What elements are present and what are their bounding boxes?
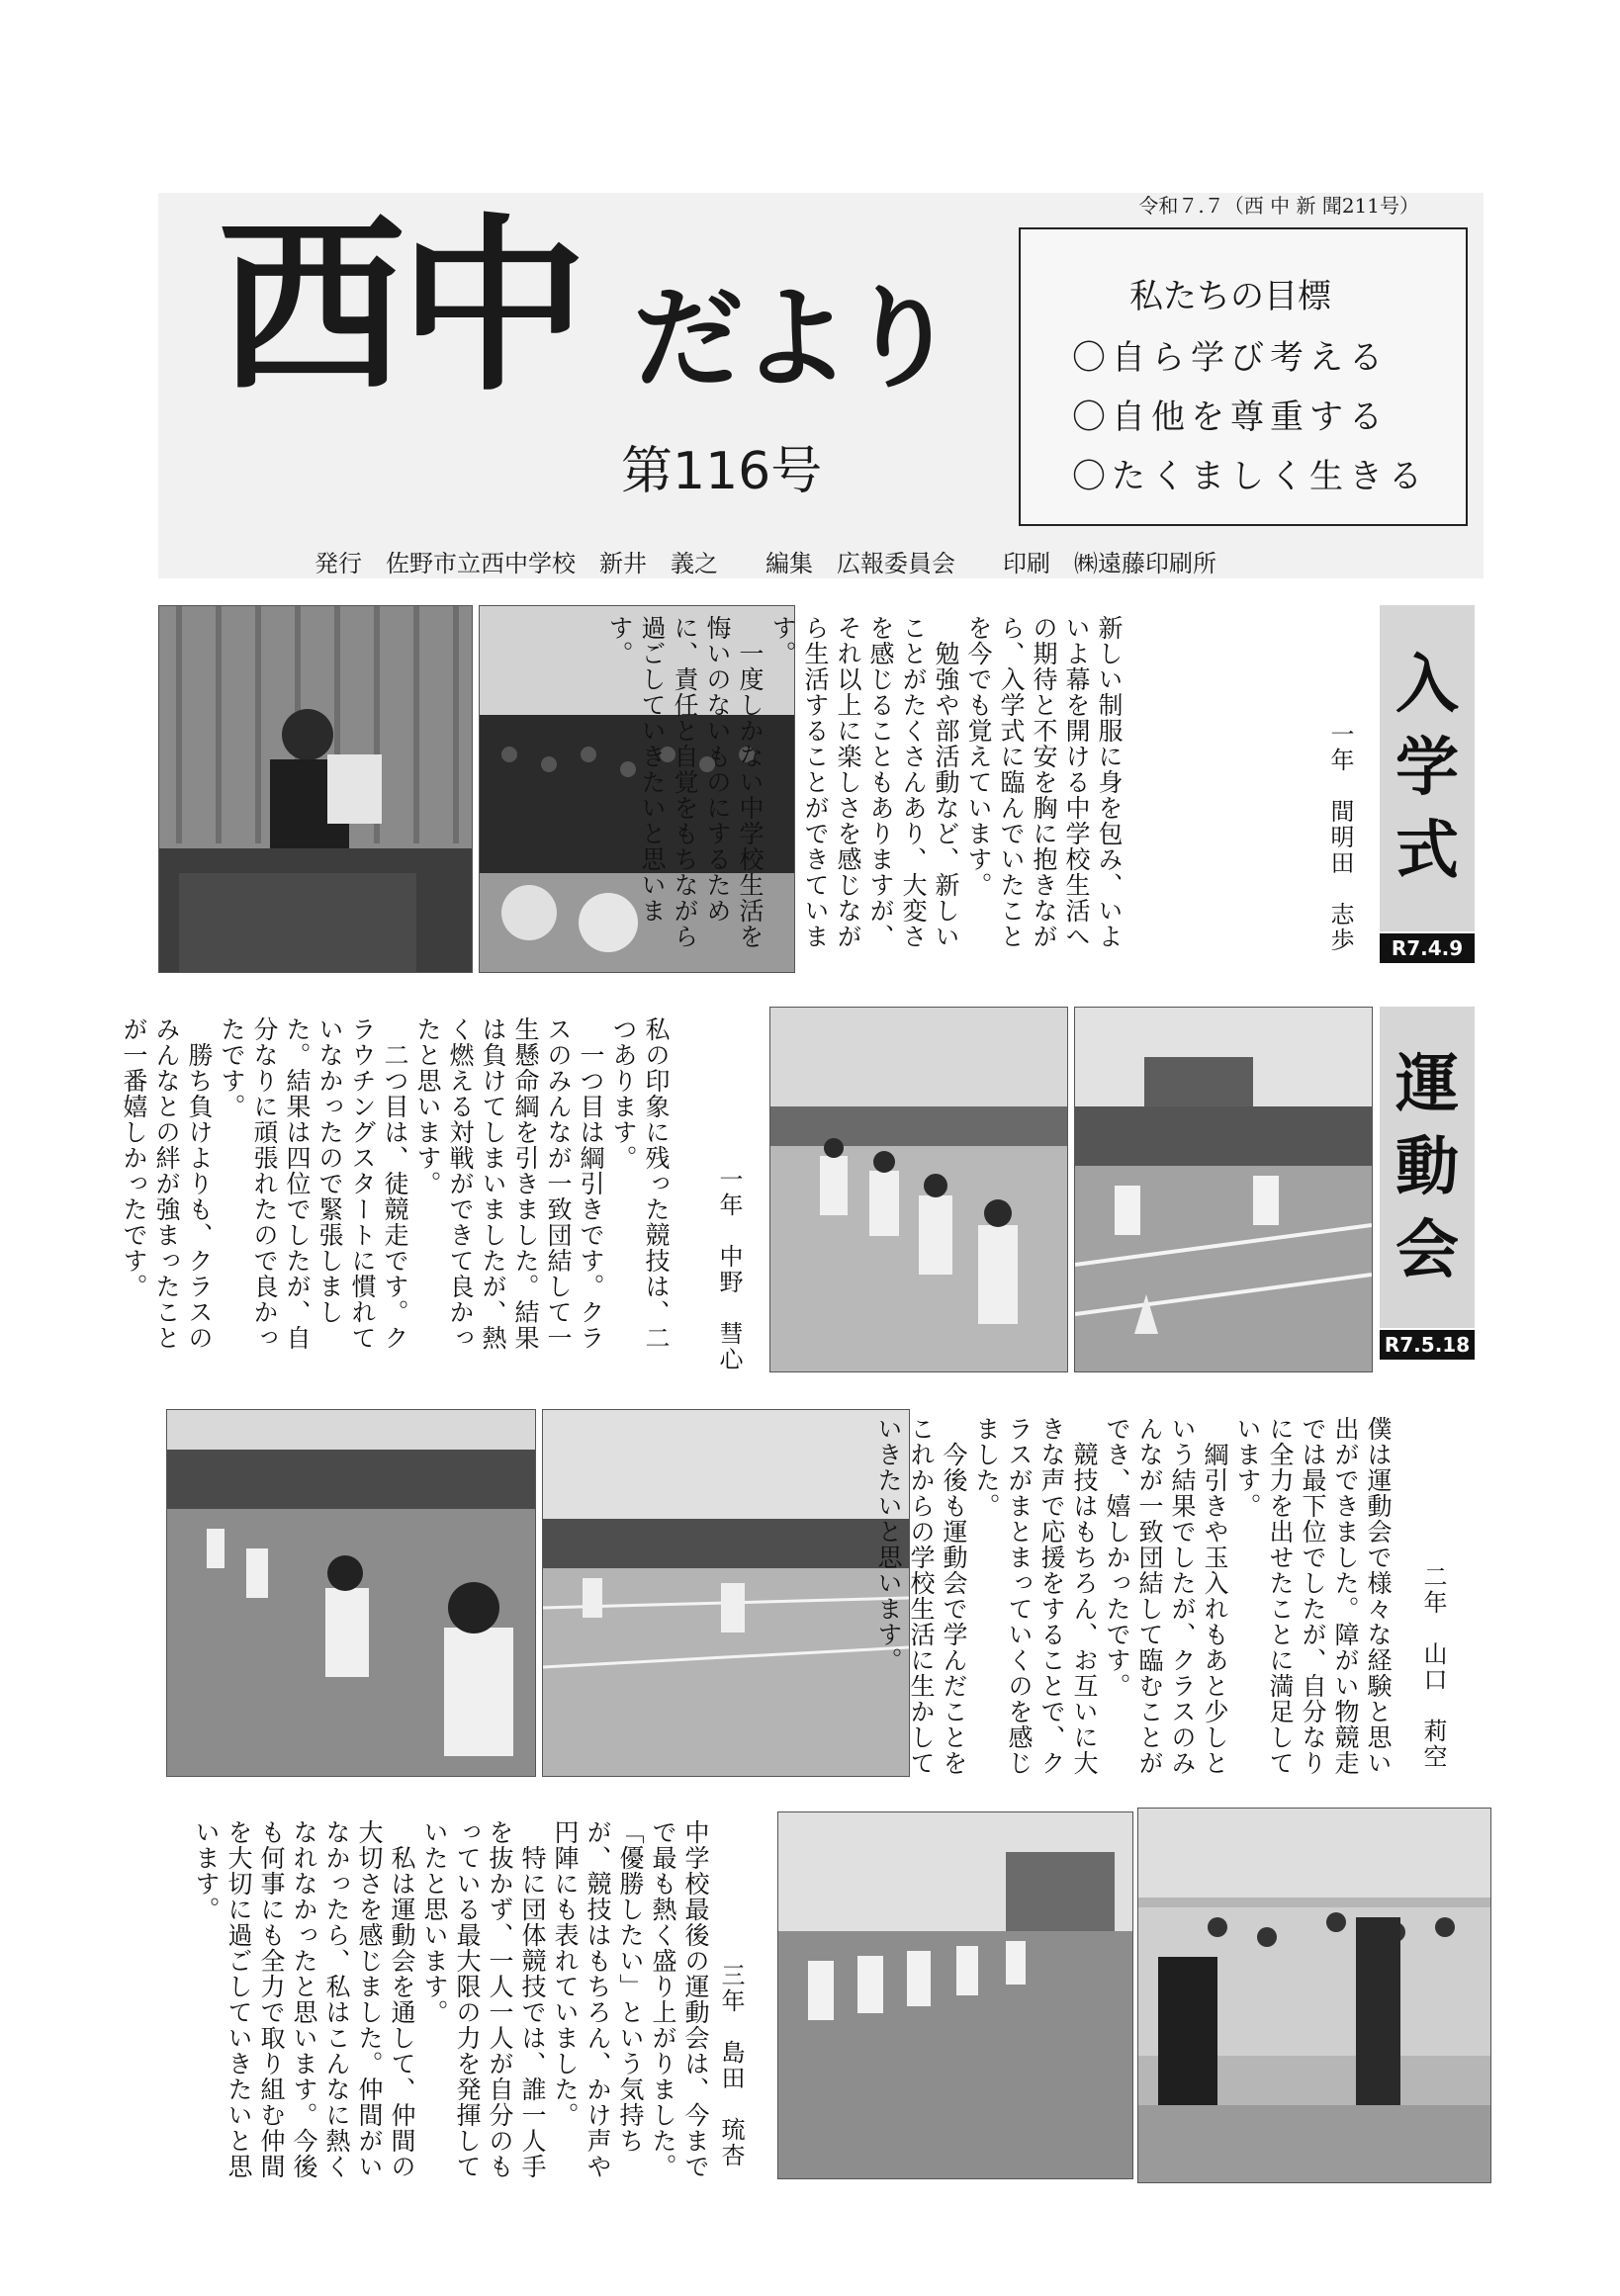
goal-item-1: 〇自ら学び考える (1072, 338, 1389, 378)
essay1-author: 一年 中野 彗心 (715, 1167, 743, 1372)
masthead-kanji: 西中 (218, 196, 583, 416)
masthead-title (218, 188, 969, 445)
label-char: 式 (1395, 815, 1459, 888)
label-char: 入 (1395, 649, 1459, 722)
nyugakushiki-author: 一年 間明田 志歩 (1326, 722, 1354, 953)
label-char: 学 (1395, 732, 1459, 805)
nyugakushiki-essay-body: 新しい制服に身を包み、いよいよ幕を開ける中学校生活への期待と不安を胸に抱きながら、入学式に臨んでいたことを今でも覚えています。 勉強や部活動など、新しいことがたくさんあり、大変さを感じることもありますが、それ以上に楽しさを感じながら生活することができています。 一度しかない中学校生活を悔いのないものにするために、責任と自覚をもちながら過ごしていきたいと思います。 (605, 615, 1124, 949)
label-char: 動 (1395, 1130, 1459, 1204)
date-badge-nyugakushiki: R7.4.9 (1380, 933, 1475, 963)
label-char: 運 (1395, 1047, 1459, 1121)
issue-date: 令和７.７（西 中 新 聞211号） (1138, 194, 1419, 218)
section-label-nyugakushiki (1380, 605, 1475, 931)
photo-gym-celebration (1137, 1808, 1491, 2183)
date-badge-undokai: R7.5.18 (1380, 1330, 1475, 1360)
goals-box (1019, 227, 1468, 526)
essay3-body: 中学校最後の運動会は、今までで最も熱く盛り上がりました。 「優勝したい」という気持ちが、競技はもちろん、かけ声や円陣にも表れていました。 特に団体競技では、誰一人手を抜かず、一人一人が自分のもっている最大限の力を発揮していたと思います。 私は運動会を通して、仲間の大切さを感じました。仲間がいなかったら、私はこんなに熱くなれなかったと思います。今後も何事にも全力で取り組む仲間を大切に過ごしていきたいと思います。 (192, 1819, 710, 2179)
essay2-body: 僕は運動会で様々な経験と思い出ができました。障がい物競走では最下位でしたが、自分なりに全力を出せたことに満足しています。 綱引きや玉入れもあと少しという結果でしたが、クラスのみんなが一致団結して臨むことができ、嬉しかったです。 競技はもちろん、お互いに大きな声で応援をすることで、クラスがまとまっていくのを感じました。 今後も運動会で学んだことをこれからの学校生活に生かしていきたいと思います。 (874, 1416, 1393, 1776)
label-char: 会 (1395, 1213, 1459, 1287)
photo-tug-of-war-1 (769, 1007, 1068, 1372)
essay3-author: 三年 島田 琉杏 (717, 1963, 745, 2168)
section-label-undokai (1380, 1007, 1475, 1328)
credits-line: 発行 佐野市立西中学校 新井 義之 編集 広報委員会 印刷 ㈱遠藤印刷所 (315, 550, 1216, 577)
photo-race-2 (542, 1409, 910, 1777)
essay2-author: 二年 山口 莉空 (1419, 1564, 1447, 1770)
photo-tug-of-war-2 (166, 1409, 536, 1777)
goal-item-3: 〇たくましく生きる (1072, 457, 1428, 496)
photo-tug-of-war-3 (777, 1811, 1133, 2179)
goals-heading: 私たちの目標 (1129, 277, 1331, 316)
photo-race-1 (1074, 1007, 1373, 1372)
issue-number: 第116号 (621, 442, 823, 501)
photo-ceremony-speech (158, 605, 473, 973)
masthead-kana: だより (633, 274, 953, 403)
essay1-body: 私の印象に残った競技は、二つあります。 一つ目は綱引きです。クラスのみんなが一致団結して一生懸命綱を引きました。結果は負けてしまいましたが、熱く燃える対戦ができて良かったと思います。 二つ目は、徒競走です。クラウチングスタートに慣れていなかったので緊張しました。結果は四位でしたが、自分なりに頑張れたので良かったです。 勝ち負けよりも、クラスのみんなとの絆が強まったことが一番嬉しかったです。 (120, 1016, 671, 1351)
goal-item-2: 〇自他を尊重する (1072, 397, 1389, 437)
